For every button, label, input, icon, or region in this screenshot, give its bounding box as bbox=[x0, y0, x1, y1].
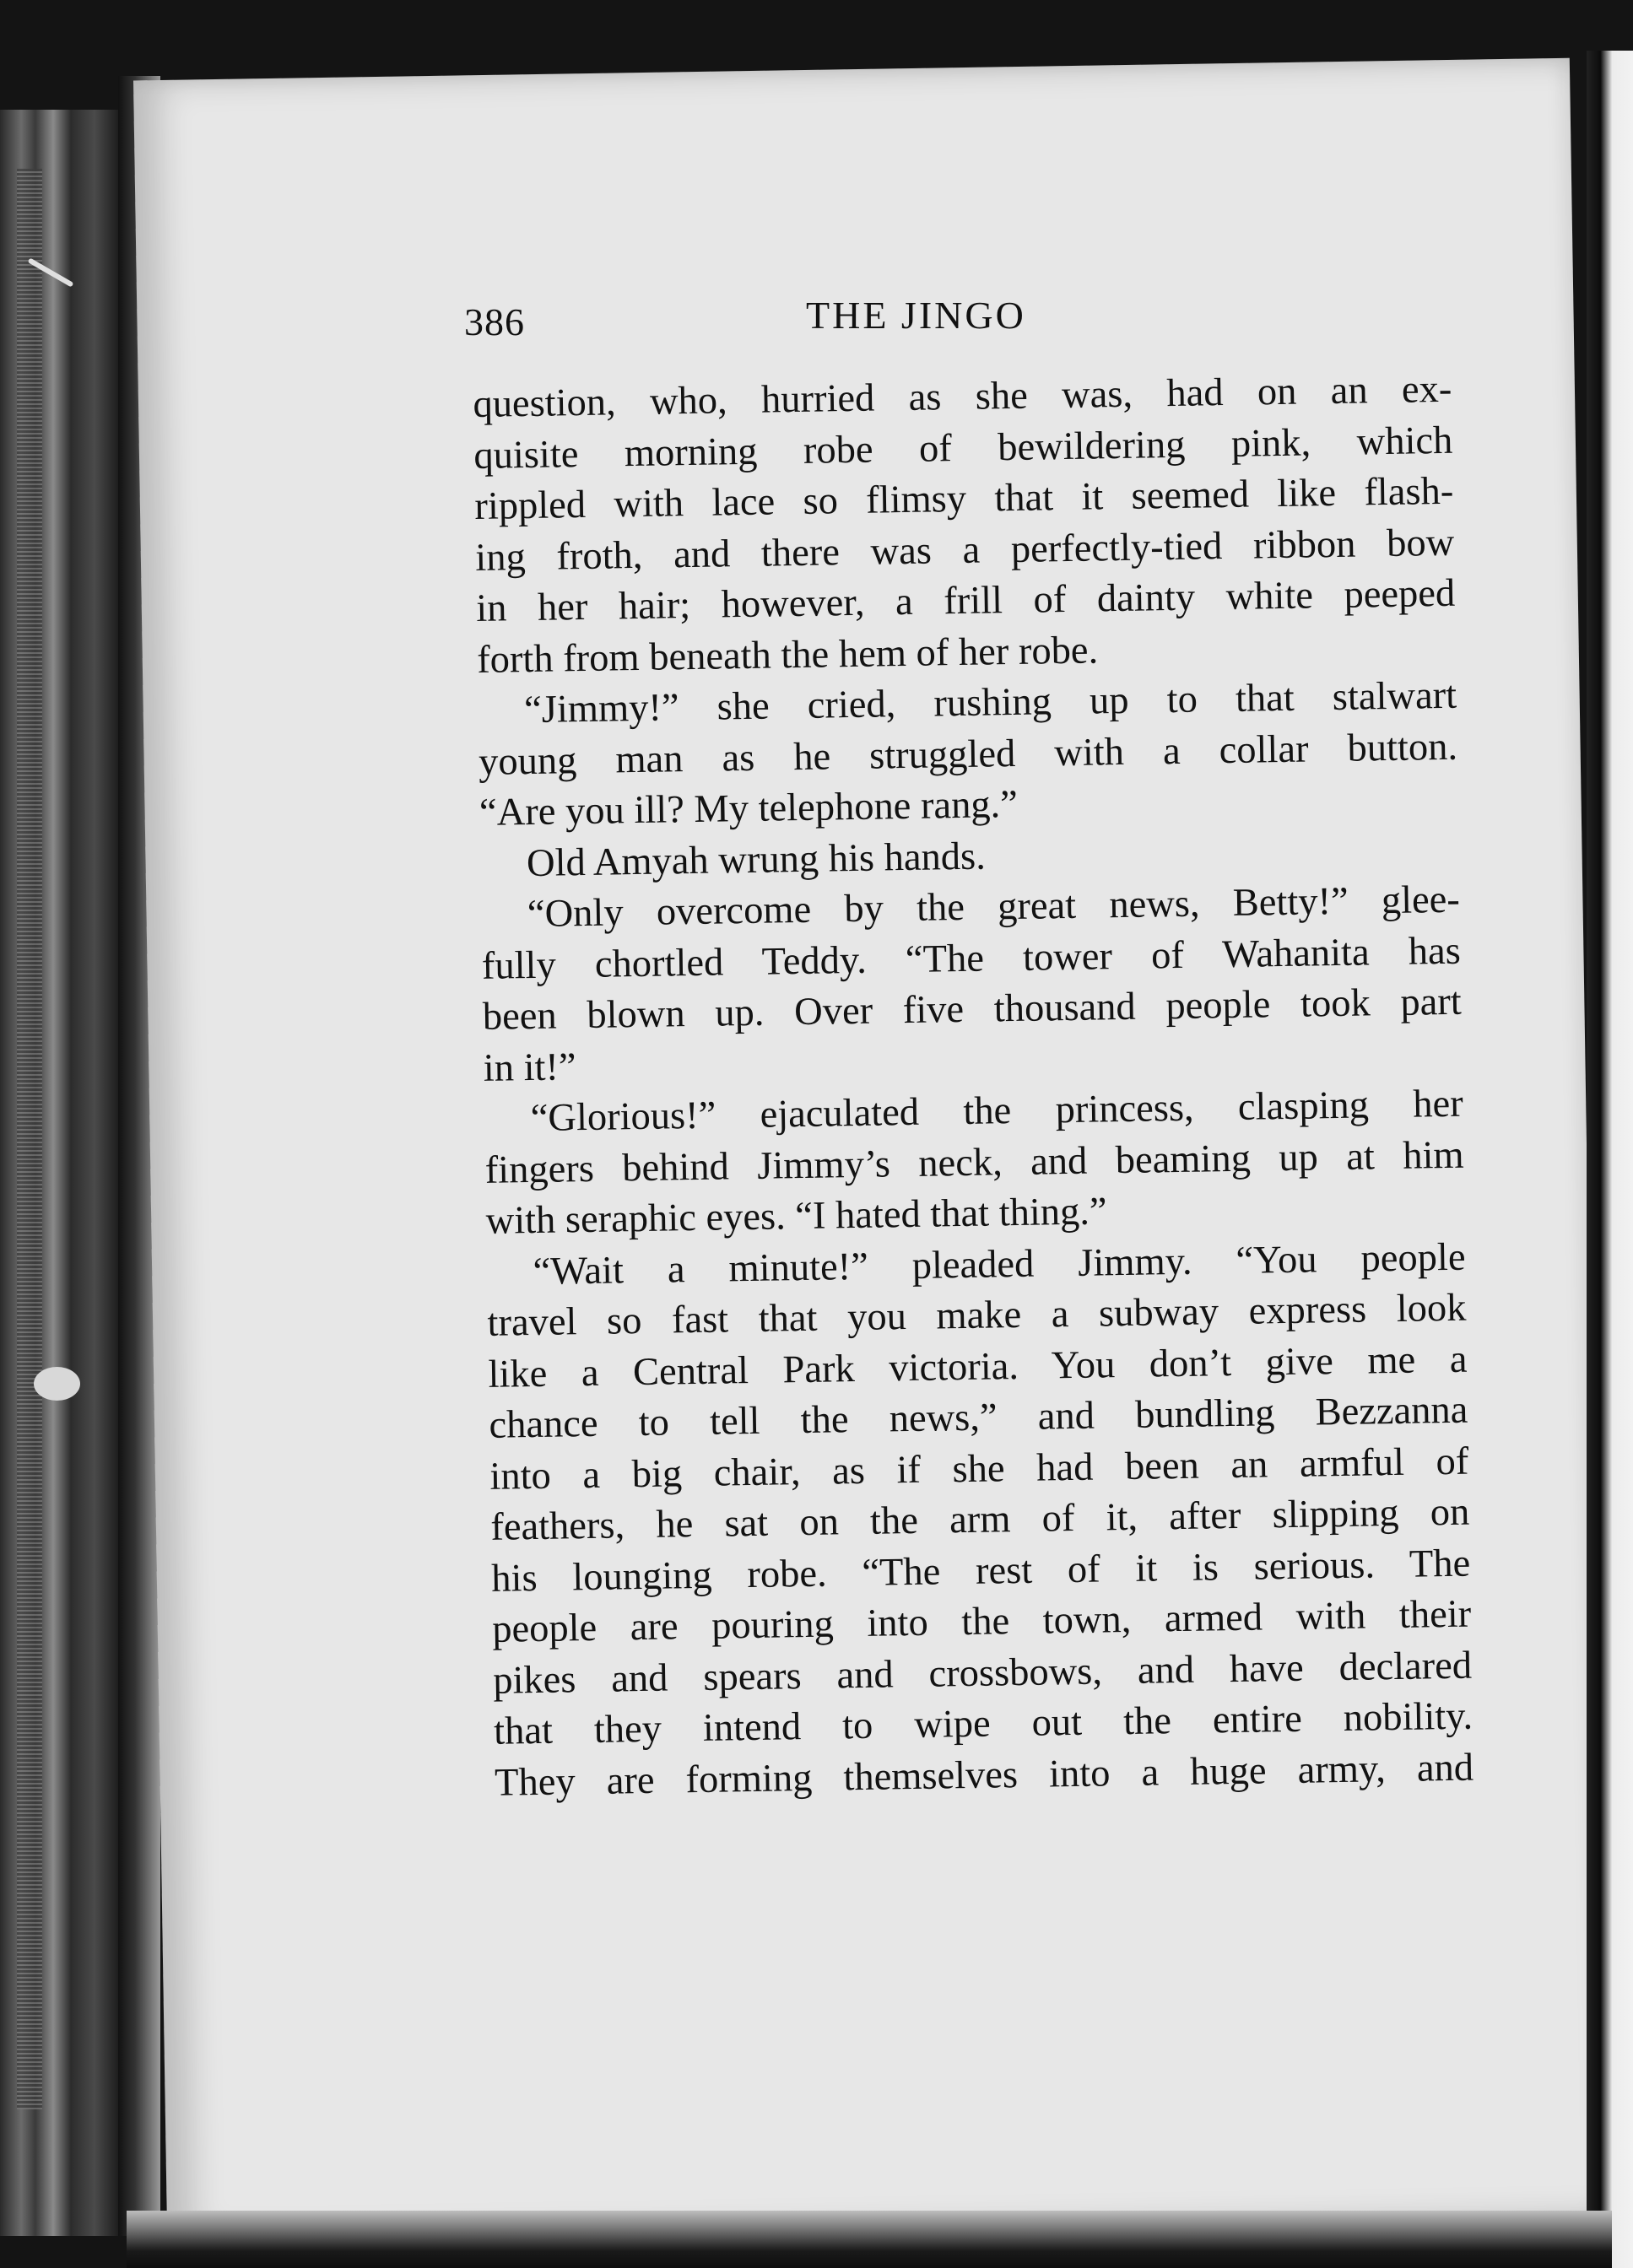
text-line: with seraphic eyes. “I hated that thing.” bbox=[485, 1190, 1107, 1243]
text-line: “Glorious!” ejaculated the princess, clasping her bbox=[530, 1082, 1464, 1141]
text-line: his lounging robe. “The rest of it is serious. The bbox=[490, 1542, 1471, 1601]
text-line: forth from beneath the hem of her robe. bbox=[476, 628, 1099, 682]
text-line: ing froth, and there was a perfectly-tied ribbon bow bbox=[474, 521, 1455, 580]
text-line: “Are you ill? My telephone rang.” bbox=[479, 782, 1019, 834]
book-bottom-edge bbox=[127, 2211, 1612, 2268]
text-line: feathers, he sat on the arm of it, after slipping on bbox=[489, 1490, 1470, 1549]
body-text bbox=[473, 364, 1473, 1809]
text-line: “Only overcome by the great news, Betty!” glee- bbox=[527, 878, 1461, 937]
text-line: “Wait a minute!” pleaded Jimmy. “You people bbox=[533, 1235, 1466, 1293]
scan-speck bbox=[34, 1367, 80, 1401]
page-edge-texture bbox=[17, 169, 42, 2109]
text-line: They are forming themselves into a huge army, and bbox=[494, 1746, 1474, 1805]
book-right-edge bbox=[1587, 51, 1633, 2268]
text-line: people are pouring into the town, armed with their bbox=[491, 1592, 1472, 1651]
text-line: quisite morning robe of bewildering pink, which bbox=[473, 418, 1453, 478]
running-title: THE JINGO bbox=[806, 294, 1026, 337]
page-header bbox=[464, 294, 1460, 350]
text-line: in it!” bbox=[483, 1045, 576, 1090]
text-line: Old Amyah wrung his hands. bbox=[526, 834, 987, 885]
text-line: “Jimmy!” she cried, rushing up to that stalwart bbox=[523, 673, 1457, 732]
text-line: pikes and spears and crossbows, and have declared bbox=[492, 1644, 1473, 1703]
text-line: in her hair; however, a frill of dainty white peeped bbox=[475, 571, 1456, 630]
text-line: travel so fast that you make a subway express look bbox=[487, 1286, 1467, 1345]
text-line: rippled with lace so flimsy that it seemed like flash- bbox=[473, 469, 1454, 528]
text-line: fully chortled Teddy. “The tower of Wahanita has bbox=[481, 929, 1462, 988]
text-line: chance to tell the news,” and bundling Bezzanna bbox=[489, 1388, 1468, 1447]
text-line: question, who, hurried as she was, had on an ex- bbox=[473, 367, 1452, 426]
text-line: been blown up. Over five thousand people took part bbox=[482, 980, 1463, 1039]
text-line: that they intend to wipe out the entire nobility. bbox=[493, 1694, 1473, 1753]
text-line: young man as he struggled with a collar button. bbox=[478, 725, 1458, 784]
page-number: 386 bbox=[464, 300, 525, 343]
text-line: fingers behind Jimmy’s neck, and beaming up at him bbox=[484, 1133, 1464, 1192]
text-line: like a Central Park victoria. You don’t give me a bbox=[488, 1337, 1468, 1396]
text-line: into a big chair, as if she had been an armful of bbox=[489, 1439, 1469, 1498]
